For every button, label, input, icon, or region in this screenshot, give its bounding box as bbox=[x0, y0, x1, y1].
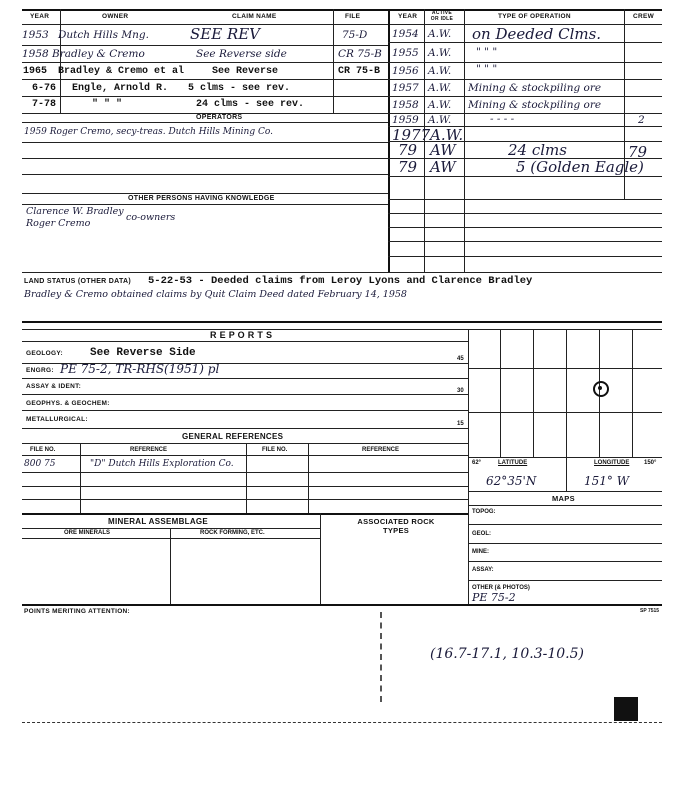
points-meriting-attention-label: POINTS MERITING ATTENTION: bbox=[24, 608, 131, 615]
ownership-file: CR 75-B bbox=[338, 48, 382, 60]
activity-status: AW bbox=[430, 158, 456, 176]
activity-operation: 5 (Golden Eagle) bbox=[516, 158, 644, 176]
activity-status: A.W. bbox=[430, 126, 464, 144]
ore-minerals-label: ORE MINERALS bbox=[64, 530, 111, 536]
report-number-15: 15 bbox=[457, 421, 464, 427]
gr-col-ref-2: REFERENCE bbox=[362, 447, 400, 453]
activity-status: AW bbox=[430, 141, 456, 159]
assay-label: ASSAY & IDENT: bbox=[26, 383, 82, 390]
geol-label: GEOL: bbox=[472, 531, 491, 537]
longitude-label: LONGITUDE bbox=[594, 460, 630, 466]
report-number-30: 30 bbox=[457, 388, 464, 394]
ownership-claim: 24 clms - see rev. bbox=[196, 99, 305, 110]
activity-year: 1956 bbox=[392, 65, 419, 77]
report-number-45: 45 bbox=[457, 356, 464, 362]
ownership-owner: Dutch Hills Mng. bbox=[58, 29, 149, 41]
gr-row1-ref: "D" Dutch Hills Exploration Co. bbox=[90, 459, 234, 469]
activity-year: 79 bbox=[398, 158, 418, 176]
form-number: SP 7515 bbox=[640, 608, 660, 614]
latitude-label: LATITUDE bbox=[498, 460, 528, 466]
other-persons-label: OTHER PERSONS HAVING KNOWLEDGE bbox=[128, 195, 275, 202]
coordinates-note: (16.7-17.1, 10.3-10.5) bbox=[430, 646, 584, 662]
ownership-owner: " " " bbox=[92, 99, 123, 110]
other-person-1: Clarence W. Bradley bbox=[26, 206, 124, 217]
geophys-label: GEOPHYS. & GEOCHEM: bbox=[26, 400, 110, 407]
latitude-value: 62°35'N bbox=[486, 474, 537, 488]
ownership-owner: Engle, Arnold R. bbox=[72, 83, 169, 94]
activity-operation: Mining & stockpiling ore bbox=[468, 82, 602, 94]
col-file: FILE bbox=[345, 13, 361, 20]
ownership-claim: 5 clms - see rev. bbox=[188, 83, 291, 94]
activity-operation: on Deeded Clms. bbox=[472, 25, 602, 43]
other-person-2: Roger Cremo bbox=[26, 218, 91, 229]
ownership-claim: See Reverse side bbox=[196, 48, 287, 60]
gr-row1-file: 800 75 bbox=[24, 459, 56, 469]
mineral-assemblage-label: MINERAL ASSEMBLAGE bbox=[108, 517, 209, 526]
activity-operation: - - - - bbox=[490, 113, 515, 125]
geology-label: GEOLOGY: bbox=[26, 350, 63, 357]
activity-operation: 24 clms bbox=[508, 141, 567, 159]
location-marker-dot-icon bbox=[598, 386, 602, 390]
gr-col-ref: REFERENCE bbox=[130, 447, 168, 453]
rock-forming-label: ROCK FORMING, ETC. bbox=[200, 530, 265, 536]
activity-status: A.W. bbox=[428, 28, 452, 40]
activity-status: A.W. bbox=[428, 65, 452, 77]
activity-status: A.W. bbox=[428, 47, 452, 59]
col-crew: CREW bbox=[633, 13, 655, 20]
ownership-year: 6-76 bbox=[32, 83, 57, 94]
operators-entry: 1959 Roger Cremo, secy-treas. Dutch Hills Mining Co. bbox=[24, 127, 273, 137]
activity-operation: Mining & stockpiling ore bbox=[468, 99, 602, 111]
lat-degree: 62° bbox=[472, 460, 482, 466]
scan-dash-mark bbox=[380, 612, 384, 702]
activity-status: A.W. bbox=[428, 82, 452, 94]
associated-rock-types-label: ASSOCIATED ROCK TYPES bbox=[357, 517, 435, 535]
ownership-year: 1965 bbox=[23, 66, 48, 77]
topog-label: TOPOG: bbox=[472, 509, 496, 515]
land-status-typed: 5-22-53 - Deeded claims from Leroy Lyons and Clarence Bradley bbox=[148, 275, 533, 287]
geology-value: See Reverse Side bbox=[90, 347, 196, 359]
activity-year: 1959 bbox=[392, 114, 419, 126]
ownership-claim: SEE REV bbox=[190, 25, 261, 43]
gr-col-file-2: FILE NO. bbox=[262, 447, 288, 453]
activity-year: 1977 bbox=[392, 126, 431, 144]
engrg-label: ENGRG: bbox=[26, 367, 54, 374]
activity-operation: " " " bbox=[476, 63, 498, 75]
gr-col-file: FILE NO. bbox=[30, 447, 56, 453]
col-claim-name: CLAIM NAME bbox=[232, 13, 277, 20]
assay-map-label: ASSAY: bbox=[472, 567, 494, 573]
ownership-file: 75-D bbox=[342, 29, 368, 41]
other-persons-note: co-owners bbox=[126, 212, 176, 223]
registration-mark-icon bbox=[614, 697, 638, 721]
activity-year: 1955 bbox=[392, 47, 419, 59]
metallurgical-label: METALLURGICAL: bbox=[26, 416, 88, 423]
scan-bottom-line bbox=[22, 722, 662, 723]
ownership-year: 1953 bbox=[22, 29, 49, 41]
col-owner: OWNER bbox=[102, 13, 129, 20]
ownership-year: 7-78 bbox=[32, 99, 57, 110]
general-references-label: GENERAL REFERENCES bbox=[182, 432, 284, 441]
activity-status: A.W. bbox=[428, 114, 452, 126]
mine-label: MINE: bbox=[472, 549, 489, 555]
col-type-of-operation: TYPE OF OPERATION bbox=[498, 13, 571, 20]
engrg-value: PE 75-2, TR-RHS(1951) pl bbox=[60, 362, 220, 376]
activity-operation: " " " bbox=[476, 46, 498, 58]
longitude-value: 151° W bbox=[584, 474, 630, 488]
reports-label: R E P O R T S bbox=[210, 330, 273, 340]
ownership-file: CR 75-B bbox=[338, 66, 381, 77]
ownership-year: 1958 bbox=[22, 48, 49, 60]
ownership-claim: See Reverse bbox=[212, 66, 279, 77]
maps-label: MAPS bbox=[552, 494, 575, 503]
ownership-owner: Bradley & Cremo bbox=[52, 48, 145, 60]
col-year-2: YEAR bbox=[398, 13, 418, 20]
activity-crew: 79 bbox=[628, 143, 648, 161]
long-degree: 150° bbox=[644, 460, 657, 466]
land-status-handwritten: Bradley & Cremo obtained claims by Quit Claim Deed dated February 14, 1958 bbox=[24, 289, 407, 300]
activity-year: 1954 bbox=[392, 28, 419, 40]
land-status-label: LAND STATUS (OTHER DATA) bbox=[24, 278, 132, 285]
ownership-owner: Bradley & Cremo et al bbox=[58, 66, 185, 77]
operators-label: OPERATORS bbox=[196, 114, 243, 121]
activity-year: 1958 bbox=[392, 99, 419, 111]
other-photos-label: OTHER (& PHOTOS) bbox=[472, 585, 530, 591]
activity-crew: 2 bbox=[638, 114, 645, 126]
col-active-idle: ACTIVE OR IDLE bbox=[430, 10, 454, 22]
col-year: YEAR bbox=[30, 13, 50, 20]
activity-year: 1957 bbox=[392, 82, 419, 94]
activity-year: 79 bbox=[398, 141, 418, 159]
activity-status: A.W. bbox=[428, 99, 452, 111]
other-photos-value: PE 75-2 bbox=[472, 591, 516, 604]
